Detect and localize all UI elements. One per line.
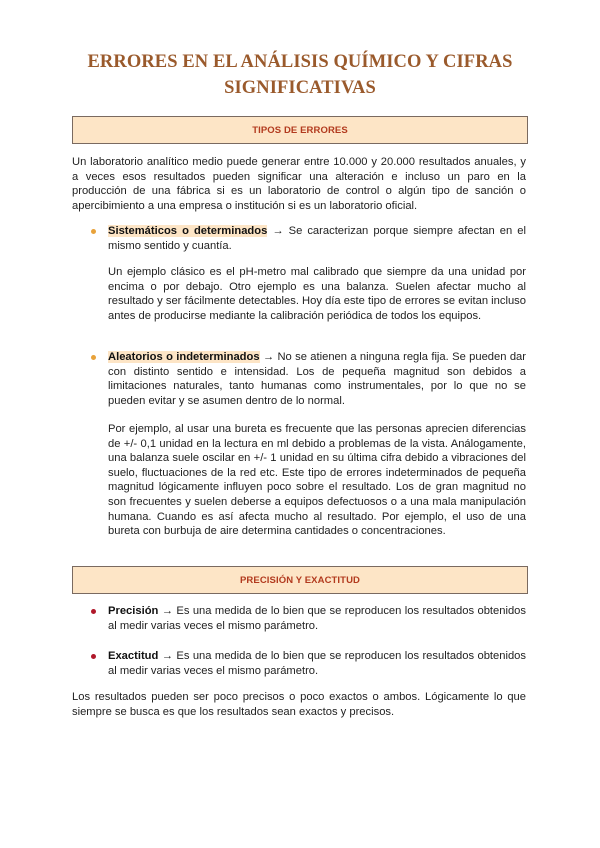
- arrow: →: [267, 225, 289, 237]
- definition-exactitud: Es una medida de lo bien que se reproducen los resultados obtenidos al medir varias veces el mismo parámetro.: [108, 650, 526, 677]
- list-item-aleatorios: [108, 350, 526, 408]
- closing-paragraph: Los resultados pueden ser poco precisos o poco exactos o ambos. Lógicamente lo que siempre se busca es que los resultados sean exactos y precisos.: [72, 691, 526, 718]
- intro-paragraph: Un laboratorio analítico medio puede generar entre 10.000 y 20.000 resultados anuales, y a veces esos resultados pueden significar una alteración e incluso un paro en la producción de una fábrica si es un laboratorio de control o algún tipo de sanción o apercibimiento a una empresa o institución si es un laboratorio oficial.: [72, 156, 526, 212]
- page-title: ERRORES EN EL ANÁLISIS QUÍMICO Y CIFRAS SIGNIFICATIVAS: [87, 52, 513, 98]
- section-heading-label: PRECISIÓN Y EXACTITUD: [240, 574, 360, 586]
- list-item-exactitud: [108, 649, 526, 678]
- arrow: →: [158, 605, 177, 617]
- bullet-icon: [91, 355, 96, 360]
- list-item-precision: [108, 604, 526, 633]
- section-heading-precision-y-exactitud: [72, 566, 528, 594]
- section-heading-tipos-de-errores: [72, 116, 528, 144]
- example-aleatorios: Por ejemplo, al usar una bureta es frecuente que las personas aprecien diferencias de +/- 0,1 unidad en la lectura en ml debido a problemas de la vista. Análogamente, una balanza suele oscilar en +/- 1 unidad en su última cifra debido a vibraciones del suelo, fluctuaciones de la red etc. Este tipo de errores indeterminados de pequeña magnitud lógicamente influyen poco sobre el resultado. Los de gran magnitud no son frecuentes y suelen deberse a equipos defectuosos o a una mala manipulación humana. Cuando es así afecta mucho al resultado. Por ejemplo, el uso de una bureta con burbuja de aire determina cantidades o concentraciones.: [108, 423, 526, 538]
- term-sistematicos: Sistemáticos o determinados: [108, 225, 268, 237]
- bullet-icon: [91, 229, 96, 234]
- term-aleatorios: Aleatorios o indeterminados: [108, 351, 260, 363]
- definition-sistematicos: Se caracterizan porque siempre afectan en el mismo sentido y cuantía.: [108, 225, 526, 252]
- definition-precision: Es una medida de lo bien que se reproducen los resultados obtenidos al medir varias veces el mismo parámetro.: [108, 605, 526, 632]
- term-exactitud: Exactitud: [108, 650, 159, 662]
- arrow: →: [158, 650, 177, 662]
- bullet-icon: [91, 654, 96, 659]
- definition-aleatorios: No se atienen a ninguna regla fija. Se pueden dar con distinto sentido e intensidad. Los de pequeña magnitud son debidos a limitaciones naturales, tanto humanas como instrumentales, por lo que no se pueden evitar y se asumen dentro de lo normal.: [108, 351, 527, 407]
- example-sistematicos: Un ejemplo clásico es el pH-metro mal calibrado que siempre da una unidad por encima o por debajo. Otro ejemplo es una balanza. Suelen afectar mucho al resultado y ser fácilmente detectables. Hoy día este tipo de errores se evitan incluso antes de producirse mediante la calibración periódica de todos los equipos.: [108, 266, 526, 322]
- list-item-sistematicos: [108, 224, 526, 253]
- term-precision: Precisión: [108, 605, 159, 617]
- arrow: →: [259, 351, 278, 363]
- bullet-icon: [91, 609, 96, 614]
- section-heading-label: TIPOS DE ERRORES: [252, 124, 348, 136]
